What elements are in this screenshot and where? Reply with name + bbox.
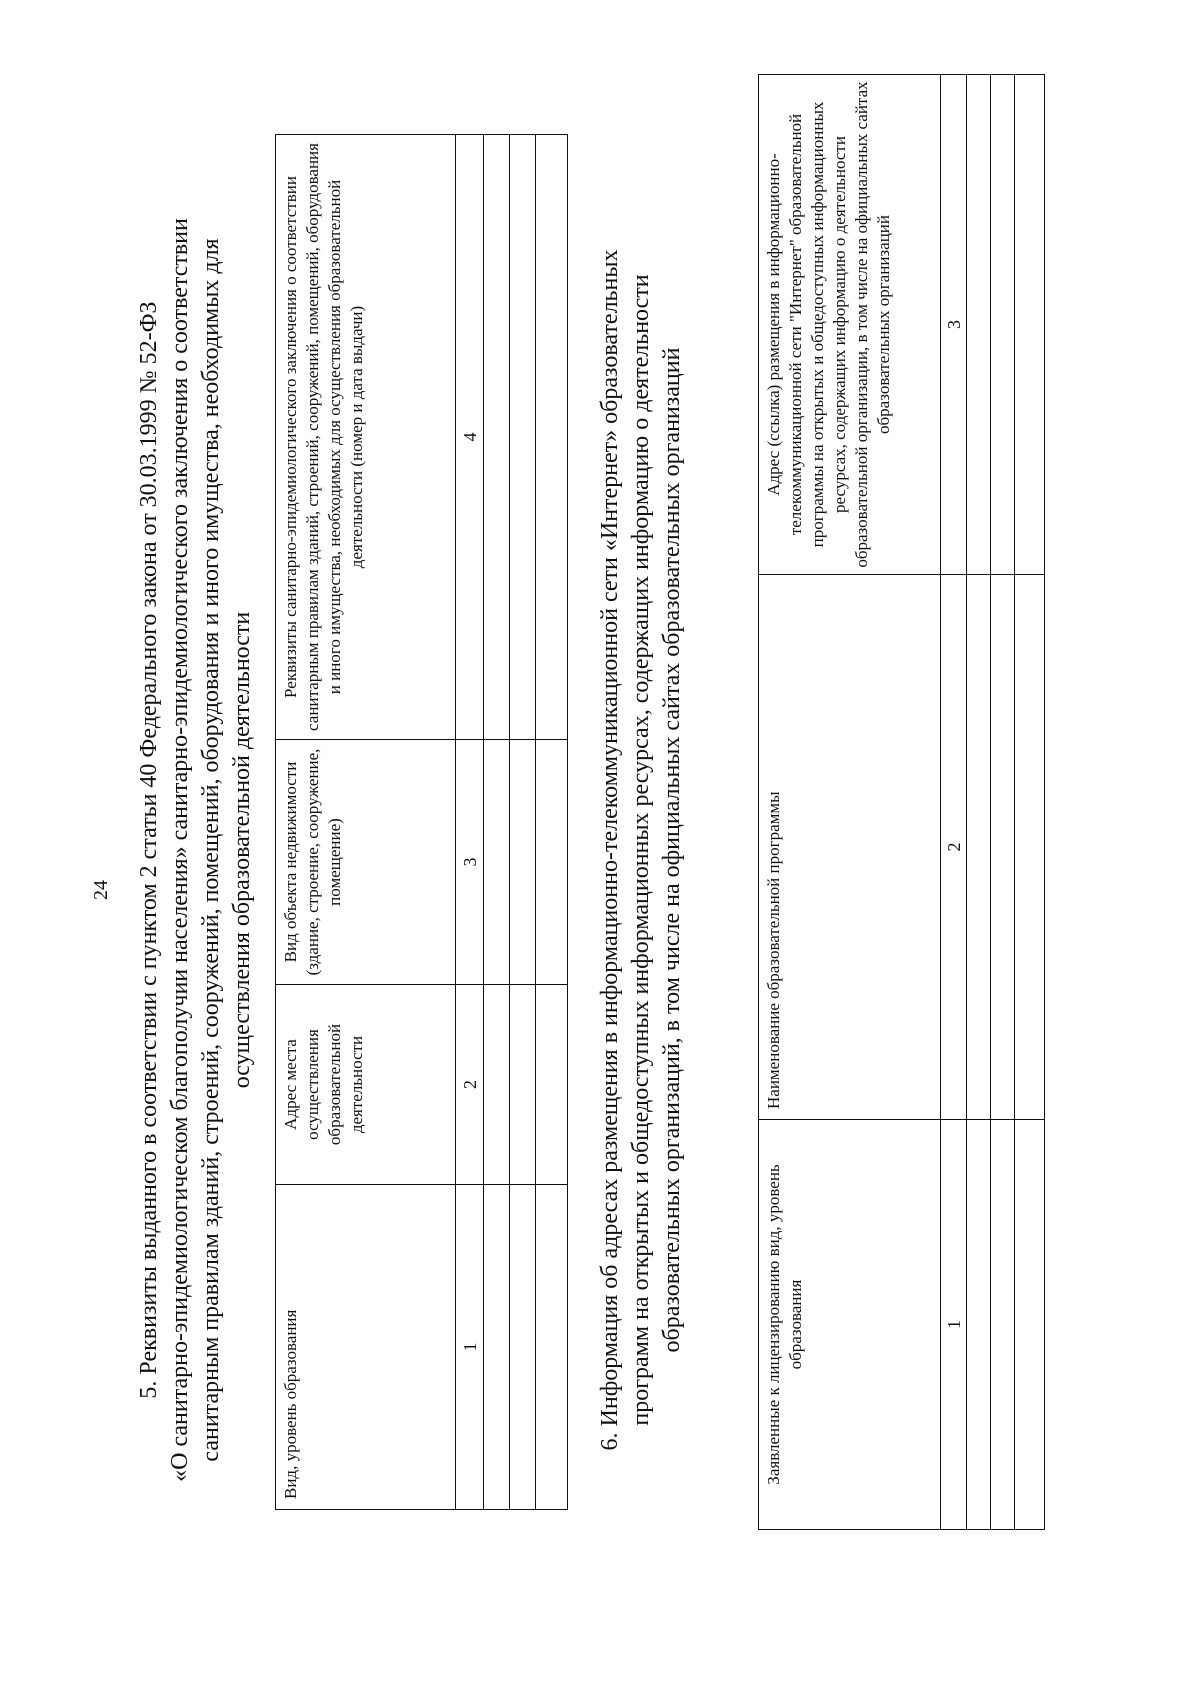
column-header: Реквизиты санитарно-эпидемиологического заключения о соответствии санитарным правилам зданий, строений, сооружений, помещений, оборудования и иного имущества, необходимых для осуществления образовательной деятельности (номер и дата выдачи)	[276, 135, 456, 740]
empty-cell	[1015, 575, 1045, 1120]
column-number-row	[456, 135, 484, 1510]
section-5-caption-line: санитарным правилам зданий, строений, сооружений, помещений, оборудования и иного имущества, необходимых для	[198, 238, 224, 1462]
section-6-caption-line: 6. Информация об адресах размещения в информационно-телекоммуникационной сети «Интернет» образовательных	[597, 249, 623, 1451]
empty-cell	[510, 135, 536, 740]
empty-cell	[484, 135, 510, 740]
section-5-caption-line: «О санитарно-эпидемиологическом благополучии населения» санитарно-эпидемиологического заключения о соответствии	[167, 218, 193, 1482]
document-page	[70, 70, 1150, 1630]
column-number-row	[941, 75, 967, 1530]
empty-cell	[1015, 75, 1045, 575]
column-number: 1	[941, 1120, 967, 1530]
empty-cell	[484, 1185, 510, 1510]
empty-cell	[484, 740, 510, 985]
empty-cell	[991, 1120, 1015, 1530]
section-6-table	[758, 74, 1045, 1530]
column-number: 3	[456, 740, 484, 985]
section-5-caption	[134, 130, 258, 1570]
column-number: 3	[941, 75, 967, 575]
column-header: Вид объекта недвижимости (здание, строение, сооружение, помещение)	[276, 740, 456, 985]
section-6-caption-line: программ на открытых и общедоступных информационных ресурсах, содержащих информацию о деятельности	[628, 274, 654, 1426]
empty-cell	[1015, 1120, 1045, 1530]
table-row	[484, 135, 510, 1510]
section-5-table	[275, 134, 568, 1510]
section-6-caption	[595, 130, 688, 1570]
section-5-caption-line: осуществления образовательной деятельности	[229, 611, 255, 1089]
column-number: 4	[456, 135, 484, 740]
empty-cell	[991, 75, 1015, 575]
column-header: Адрес места осуществления образовательной деятельности	[276, 985, 456, 1185]
empty-cell	[510, 985, 536, 1185]
page-number: 24	[90, 880, 112, 900]
empty-cell	[991, 575, 1015, 1120]
empty-cell	[967, 1120, 991, 1530]
empty-cell	[510, 1185, 536, 1510]
column-number: 1	[456, 1185, 484, 1510]
table-header-row	[759, 75, 941, 1530]
table-row	[1015, 75, 1045, 1530]
empty-cell	[510, 740, 536, 985]
empty-cell	[484, 985, 510, 1185]
column-header: Адрес (ссылка) размещения в информационно-телекоммуникационной сети "Интернет" образовательной программы на открытых и общедоступных информационных ресурсах, содержащих информацию о деятельности образовательной организации, в том числе на официальных сайтах образовательных организаций	[759, 75, 941, 575]
column-header: Заявленные к лицензированию вид, уровень образования	[759, 1120, 941, 1530]
empty-cell	[536, 1185, 568, 1510]
table-row	[967, 75, 991, 1530]
empty-cell	[536, 740, 568, 985]
empty-cell	[967, 75, 991, 575]
empty-cell	[536, 985, 568, 1185]
table-row	[991, 75, 1015, 1530]
section-5-caption-line: 5. Реквизиты выданного в соответствии с пунктом 2 статьи 40 Федерального закона от 30.03.1999 № 52-ФЗ	[136, 301, 162, 1399]
table-row	[536, 135, 568, 1510]
section-6-caption-line: образовательных организаций, в том числе на официальных сайтах образовательных организаций	[659, 347, 685, 1353]
column-header: Вид, уровень образования	[276, 1185, 456, 1510]
column-number: 2	[456, 985, 484, 1185]
empty-cell	[967, 575, 991, 1120]
column-header: Наименование образовательной программы	[759, 575, 941, 1120]
empty-cell	[536, 135, 568, 740]
table-header-row	[276, 135, 456, 1510]
table-row	[510, 135, 536, 1510]
column-number: 2	[941, 575, 967, 1120]
